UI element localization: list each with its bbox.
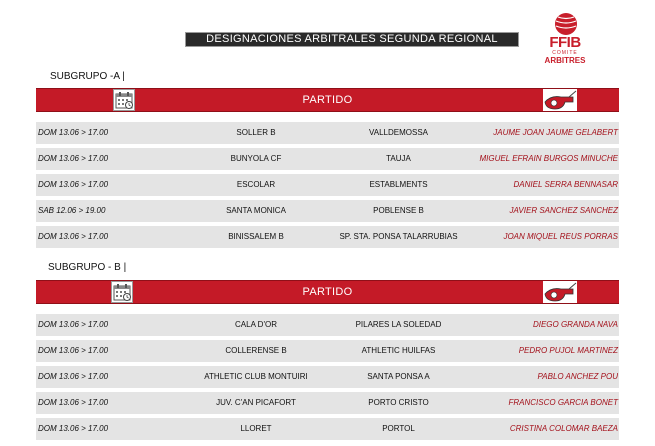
home-team: LLORET bbox=[240, 424, 272, 433]
referee-name: MIGUEL EFRAIN BURGOS MINUCHE bbox=[479, 154, 618, 163]
home-team: JUV. C'AN PICAFORT bbox=[216, 398, 296, 407]
subgroup-b-label: SUBGRUPO - B | bbox=[48, 262, 127, 273]
away-team: POBLENSE B bbox=[373, 206, 424, 215]
match-date: DOM 13.06 > 17.00 bbox=[38, 346, 109, 355]
referee-name: JOAN MIQUEL REUS PORRAS bbox=[503, 232, 618, 241]
home-team: SOLLER B bbox=[236, 128, 276, 137]
away-team: VALLDEMOSSA bbox=[369, 128, 428, 137]
table-row bbox=[36, 366, 619, 388]
referee-name: JAVIER SANCHEZ SANCHEZ bbox=[509, 206, 618, 215]
referee-name: DIEGO GRANDA NAVA bbox=[532, 320, 618, 329]
match-date: SAB 12.06 > 19.00 bbox=[38, 206, 106, 215]
match-date: DOM 13.06 > 17.00 bbox=[38, 424, 109, 433]
subgroup-a-label: SUBGRUPO -A | bbox=[50, 71, 125, 82]
match-date: DOM 13.06 > 17.00 bbox=[38, 128, 109, 137]
table-row bbox=[36, 418, 619, 440]
match-date: DOM 13.06 > 17.00 bbox=[38, 154, 109, 163]
away-team: SP. STA. PONSA TALARRUBIAS bbox=[339, 232, 458, 241]
home-team: ESCOLAR bbox=[236, 180, 276, 189]
whistle-icon bbox=[543, 281, 577, 303]
home-team: BINISSALEM B bbox=[228, 232, 284, 241]
logo-comite-text: COMITE bbox=[552, 50, 578, 56]
logo-arbitres-text: ARBITRES bbox=[544, 56, 586, 65]
table-row bbox=[36, 200, 619, 222]
subgroup-a-matches bbox=[36, 122, 619, 252]
referee-name: FRANCISCO GARCIA BONET bbox=[508, 398, 618, 407]
match-date: DOM 13.06 > 17.00 bbox=[38, 180, 109, 189]
home-team: BUNYOLA CF bbox=[230, 154, 282, 163]
away-team: TAUJA bbox=[386, 154, 411, 163]
referee-name: DANIEL SERRA BENNASAR bbox=[513, 180, 618, 189]
document-title: DESIGNACIONES ARBITRALES SEGUNDA REGIONAL bbox=[185, 32, 519, 47]
ffib-logo bbox=[540, 12, 590, 68]
basketball-icon bbox=[554, 12, 578, 36]
logo-ffib-text: FFIB bbox=[549, 34, 581, 51]
referee-name: JAUME JOAN JAUME GELABERT bbox=[493, 128, 618, 137]
table-row bbox=[36, 148, 619, 170]
referee-name: PEDRO PUJOL MARTINEZ bbox=[518, 346, 618, 355]
subgroup-a-header-band bbox=[36, 88, 619, 112]
table-row bbox=[36, 122, 619, 144]
whistle-icon bbox=[543, 89, 577, 111]
band-label-partido: PARTIDO bbox=[302, 286, 353, 298]
table-row bbox=[36, 392, 619, 414]
match-date: DOM 13.06 > 17.00 bbox=[38, 372, 109, 381]
subgroup-b-header-band bbox=[36, 280, 619, 304]
away-team: PORTO CRISTO bbox=[368, 398, 429, 407]
away-team: ATHLETIC HUILFAS bbox=[361, 346, 436, 355]
table-row bbox=[36, 174, 619, 196]
away-team: SANTA PONSA A bbox=[367, 372, 430, 381]
away-team: ESTABLMENTS bbox=[369, 180, 428, 189]
referee-name: CRISTINA COLOMAR BAEZA bbox=[509, 424, 618, 433]
home-team: CALA D'OR bbox=[235, 320, 277, 329]
away-team: PILARES LA SOLEDAD bbox=[355, 320, 442, 329]
table-row bbox=[36, 314, 619, 336]
away-team: PORTOL bbox=[382, 424, 415, 433]
home-team: ATHLETIC CLUB MONTUIRI bbox=[204, 372, 308, 381]
band-label-partido: PARTIDO bbox=[302, 94, 353, 106]
table-row bbox=[36, 340, 619, 362]
match-date: DOM 13.06 > 17.00 bbox=[38, 232, 109, 241]
home-team: COLLERENSE B bbox=[225, 346, 287, 355]
table-row bbox=[36, 226, 619, 248]
match-date: DOM 13.06 > 17.00 bbox=[38, 320, 109, 329]
home-team: SANTA MONICA bbox=[226, 206, 286, 215]
referee-name: PABLO ANCHEZ POU bbox=[537, 372, 618, 381]
match-date: DOM 13.06 > 17.00 bbox=[38, 398, 109, 407]
subgroup-b-matches bbox=[36, 314, 619, 444]
